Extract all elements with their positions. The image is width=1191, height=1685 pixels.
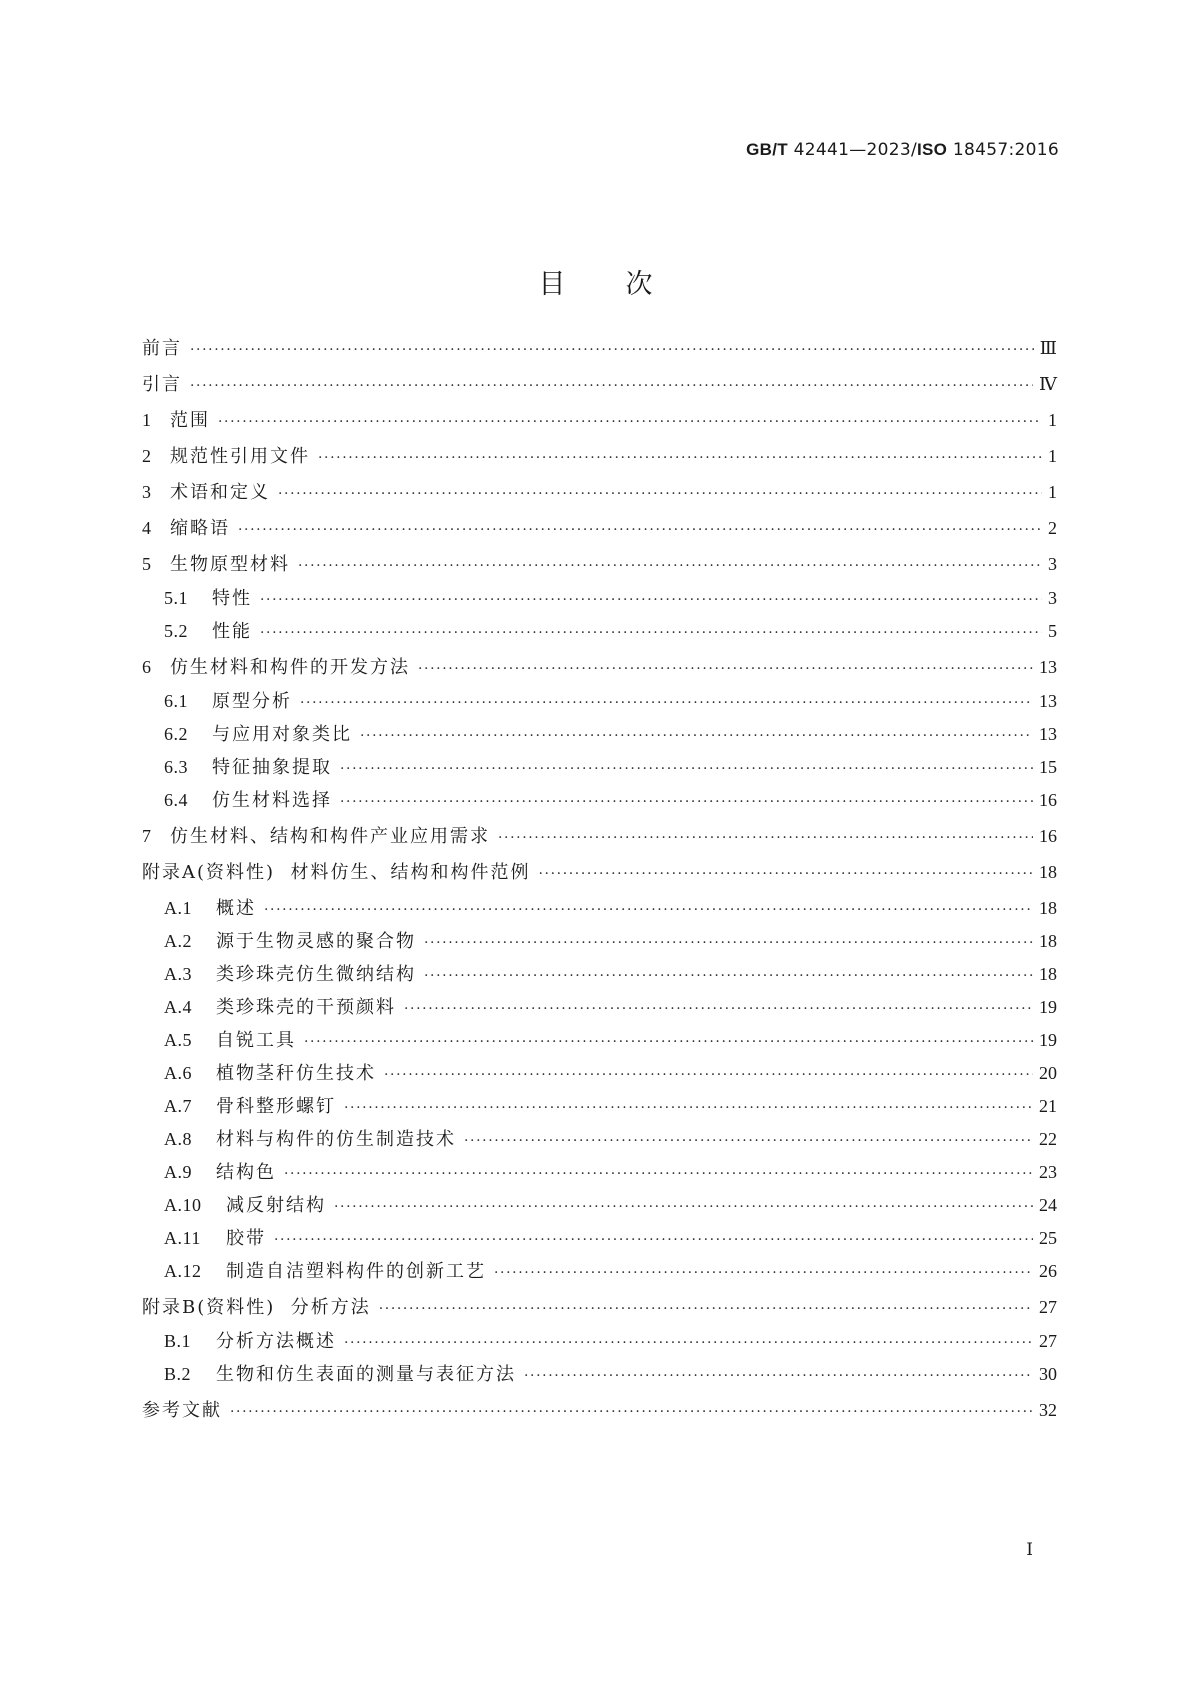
toc-leader bbox=[238, 520, 1042, 540]
toc-entry-page: 16 bbox=[1039, 826, 1057, 846]
toc-leader bbox=[424, 933, 1033, 953]
toc-entry-section-5-1[interactable] bbox=[142, 588, 1057, 610]
toc-entry-page: 27 bbox=[1039, 1297, 1057, 1317]
toc-entry-number: A.12 bbox=[164, 1261, 202, 1281]
toc-entry-page: Ⅳ bbox=[1039, 374, 1057, 394]
toc-leader bbox=[524, 1366, 1033, 1386]
toc-entry-page: 13 bbox=[1039, 657, 1057, 677]
toc-entry-bibliography[interactable] bbox=[142, 1400, 1057, 1422]
toc-entry-page: 20 bbox=[1039, 1063, 1057, 1083]
toc-entry-page: 3 bbox=[1048, 588, 1057, 608]
toc-entry-page: 18 bbox=[1039, 862, 1057, 882]
toc-entry-section-6-2[interactable] bbox=[142, 724, 1057, 746]
standard-code-iso-number: 18457:2016 bbox=[952, 140, 1059, 160]
toc-entry-page: 27 bbox=[1039, 1331, 1057, 1351]
toc-leader bbox=[190, 376, 1033, 396]
toc-entry-section-6[interactable] bbox=[142, 657, 1057, 679]
toc-entry-title: 特性 bbox=[212, 588, 252, 609]
toc-entry-number: A.1 bbox=[164, 898, 192, 918]
toc-entry-title: 附录B(资料性) 分析方法 bbox=[142, 1297, 371, 1318]
toc-entry-page: 21 bbox=[1039, 1096, 1057, 1116]
standard-code bbox=[746, 140, 1059, 160]
toc-entry-title: 与应用对象类比 bbox=[212, 724, 352, 745]
toc-leader bbox=[264, 900, 1033, 920]
toc-entry-page: 26 bbox=[1039, 1261, 1057, 1281]
toc-entry-number: 4 bbox=[142, 518, 152, 538]
toc-entry-appendix-a-3[interactable] bbox=[142, 964, 1057, 986]
toc-entry-page: 15 bbox=[1039, 757, 1057, 777]
toc-entry-section-4[interactable] bbox=[142, 518, 1057, 540]
toc-leader bbox=[344, 1333, 1033, 1353]
toc-entry-section-6-3[interactable] bbox=[142, 757, 1057, 779]
toc-entry-number: B.1 bbox=[164, 1331, 192, 1351]
page-title: 目次 bbox=[538, 269, 713, 301]
toc-entry-page: 19 bbox=[1039, 997, 1057, 1017]
toc-leader bbox=[464, 1131, 1033, 1151]
toc-leader bbox=[539, 864, 1034, 884]
toc-entry-page: 18 bbox=[1039, 931, 1057, 951]
toc-entry-title: 结构色 bbox=[216, 1162, 276, 1183]
toc-leader bbox=[190, 340, 1034, 360]
toc-entry-title: 自锐工具 bbox=[216, 1030, 296, 1051]
standard-code-prefix: GB/T bbox=[746, 140, 788, 159]
toc-entry-page: 19 bbox=[1039, 1030, 1057, 1050]
toc-entry-number: 5.2 bbox=[164, 621, 188, 641]
toc-leader bbox=[218, 412, 1042, 432]
toc-leader bbox=[498, 828, 1033, 848]
toc-entry-appendix-a[interactable] bbox=[142, 862, 1057, 884]
toc-entry-page: 1 bbox=[1048, 482, 1057, 502]
toc-entry-number: 6.4 bbox=[164, 790, 188, 810]
toc-entry-appendix-a-10[interactable] bbox=[142, 1195, 1057, 1217]
toc-entry-title: 范围 bbox=[170, 410, 210, 431]
toc-entry-title: 性能 bbox=[212, 621, 252, 642]
toc-entry-title: 生物和仿生表面的测量与表征方法 bbox=[216, 1364, 516, 1385]
toc-entry-title: 制造自洁塑料构件的创新工艺 bbox=[226, 1261, 486, 1282]
toc-leader bbox=[418, 659, 1033, 679]
toc-entry-page: 1 bbox=[1048, 446, 1057, 466]
toc-entry-section-1[interactable] bbox=[142, 410, 1057, 432]
toc-leader bbox=[260, 590, 1042, 610]
toc-leader bbox=[278, 484, 1042, 504]
toc-leader bbox=[340, 759, 1033, 779]
toc-entry-title: 仿生材料、结构和构件产业应用需求 bbox=[170, 826, 490, 847]
toc-entry-number: 3 bbox=[142, 482, 152, 502]
toc-entry-introduction[interactable] bbox=[142, 374, 1057, 396]
toc-leader bbox=[404, 999, 1033, 1019]
toc-entry-appendix-a-1[interactable] bbox=[142, 898, 1057, 920]
toc-entry-section-6-1[interactable] bbox=[142, 691, 1057, 713]
toc-entry-title: 类珍珠壳仿生微纳结构 bbox=[216, 964, 416, 985]
toc-entry-appendix-a-4[interactable] bbox=[142, 997, 1057, 1019]
toc-entry-number: A.10 bbox=[164, 1195, 202, 1215]
toc-entry-number: 6.3 bbox=[164, 757, 188, 777]
toc-leader bbox=[260, 623, 1042, 643]
toc-entry-page: 24 bbox=[1039, 1195, 1057, 1215]
toc-entry-title: 附录A(资料性) 材料仿生、结构和构件范例 bbox=[142, 862, 531, 883]
toc-leader bbox=[424, 966, 1033, 986]
toc-entry-title: 仿生材料选择 bbox=[212, 790, 332, 811]
toc-entry-page: 30 bbox=[1039, 1364, 1057, 1384]
toc-entry-foreword[interactable] bbox=[142, 338, 1057, 360]
standard-code-number: 42441—2023/ bbox=[793, 140, 918, 160]
toc-entry-title: 类珍珠壳的干预颜料 bbox=[216, 997, 396, 1018]
toc-entry-page: 13 bbox=[1039, 691, 1057, 711]
toc-entry-number: 6.2 bbox=[164, 724, 188, 744]
toc-leader bbox=[318, 448, 1042, 468]
toc-entry-title: 概述 bbox=[216, 898, 256, 919]
toc-entry-title: 原型分析 bbox=[212, 691, 292, 712]
toc-entry-title: 源于生物灵感的聚合物 bbox=[216, 931, 416, 952]
toc-entry-appendix-a-6[interactable] bbox=[142, 1063, 1057, 1085]
toc-entry-title: 引言 bbox=[142, 374, 182, 395]
toc-entry-section-7[interactable] bbox=[142, 826, 1057, 848]
toc-entry-number: A.8 bbox=[164, 1129, 192, 1149]
toc-entry-title: 生物原型材料 bbox=[170, 554, 290, 575]
toc-entry-page: 16 bbox=[1039, 790, 1057, 810]
toc-entry-section-5-2[interactable] bbox=[142, 621, 1057, 643]
toc-entry-page: 2 bbox=[1048, 518, 1057, 538]
toc-leader bbox=[344, 1098, 1033, 1118]
toc-entry-title: 前言 bbox=[142, 338, 182, 359]
toc-entry-number: 1 bbox=[142, 410, 152, 430]
toc-entry-number: A.4 bbox=[164, 997, 192, 1017]
toc-entry-section-6-4[interactable] bbox=[142, 790, 1057, 812]
toc-leader bbox=[494, 1263, 1033, 1283]
toc-entry-page: 1 bbox=[1048, 410, 1057, 430]
toc-entry-title: 参考文献 bbox=[142, 1400, 222, 1421]
toc-entry-page: 3 bbox=[1048, 554, 1057, 574]
toc-entry-appendix-a-9[interactable] bbox=[142, 1162, 1057, 1184]
toc-leader bbox=[300, 693, 1033, 713]
toc-entry-page: 18 bbox=[1039, 898, 1057, 918]
toc-entry-title: 分析方法概述 bbox=[216, 1331, 336, 1352]
toc-entry-page: 25 bbox=[1039, 1228, 1057, 1248]
toc-entry-number: 6 bbox=[142, 657, 152, 677]
toc-leader bbox=[304, 1032, 1033, 1052]
toc-entry-page: 23 bbox=[1039, 1162, 1057, 1182]
toc-entry-number: A.11 bbox=[164, 1228, 201, 1248]
toc-entry-section-5[interactable] bbox=[142, 554, 1057, 576]
toc-entry-appendix-b-2[interactable] bbox=[142, 1364, 1057, 1386]
toc-entry-number: A.5 bbox=[164, 1030, 192, 1050]
toc-entry-appendix-a-12[interactable] bbox=[142, 1261, 1057, 1283]
toc-entry-page: 5 bbox=[1048, 621, 1057, 641]
toc-entry-number: A.9 bbox=[164, 1162, 192, 1182]
toc-leader bbox=[274, 1230, 1033, 1250]
toc-leader bbox=[379, 1299, 1033, 1319]
toc-entry-number: A.2 bbox=[164, 931, 192, 951]
toc-leader bbox=[340, 792, 1033, 812]
toc-entry-title: 植物茎秆仿生技术 bbox=[216, 1063, 376, 1084]
table-of-contents bbox=[142, 338, 1057, 1422]
toc-entry-title: 胶带 bbox=[226, 1228, 266, 1249]
toc-leader bbox=[284, 1164, 1033, 1184]
toc-entry-number: A.7 bbox=[164, 1096, 192, 1116]
toc-entry-title: 减反射结构 bbox=[226, 1195, 326, 1216]
toc-entry-appendix-b-1[interactable] bbox=[142, 1331, 1057, 1353]
toc-entry-page: 18 bbox=[1039, 964, 1057, 984]
toc-entry-title: 规范性引用文件 bbox=[170, 446, 310, 467]
toc-entry-number: 5 bbox=[142, 554, 152, 574]
toc-entry-appendix-a-11[interactable] bbox=[142, 1228, 1057, 1250]
toc-entry-number: B.2 bbox=[164, 1364, 192, 1384]
toc-entry-page: 22 bbox=[1039, 1129, 1057, 1149]
toc-entry-number: 5.1 bbox=[164, 588, 188, 608]
toc-entry-appendix-a-7[interactable] bbox=[142, 1096, 1057, 1118]
toc-entry-title: 材料与构件的仿生制造技术 bbox=[216, 1129, 456, 1150]
toc-entry-appendix-a-8[interactable] bbox=[142, 1129, 1057, 1151]
toc-entry-title: 缩略语 bbox=[170, 518, 230, 539]
toc-entry-appendix-a-5[interactable] bbox=[142, 1030, 1057, 1052]
toc-entry-number: A.6 bbox=[164, 1063, 192, 1083]
toc-entry-section-2[interactable] bbox=[142, 446, 1057, 468]
toc-entry-title: 仿生材料和构件的开发方法 bbox=[170, 657, 410, 678]
toc-entry-number: A.3 bbox=[164, 964, 192, 984]
page-number: Ⅰ bbox=[1026, 1540, 1033, 1559]
toc-entry-number: 6.1 bbox=[164, 691, 188, 711]
toc-leader bbox=[384, 1065, 1033, 1085]
toc-leader bbox=[298, 556, 1042, 576]
toc-leader bbox=[334, 1197, 1033, 1217]
toc-entry-title: 特征抽象提取 bbox=[212, 757, 332, 778]
toc-entry-number: 2 bbox=[142, 446, 152, 466]
standard-code-iso: ISO bbox=[917, 140, 948, 159]
toc-entry-page: Ⅲ bbox=[1039, 338, 1057, 358]
toc-entry-page: 32 bbox=[1039, 1400, 1057, 1420]
toc-entry-title: 术语和定义 bbox=[170, 482, 270, 503]
toc-entry-appendix-b[interactable] bbox=[142, 1297, 1057, 1319]
toc-entry-page: 13 bbox=[1039, 724, 1057, 744]
toc-entry-title: 骨科整形螺钉 bbox=[216, 1096, 336, 1117]
toc-entry-number: 7 bbox=[142, 826, 152, 846]
toc-entry-appendix-a-2[interactable] bbox=[142, 931, 1057, 953]
toc-entry-section-3[interactable] bbox=[142, 482, 1057, 504]
toc-leader bbox=[230, 1402, 1033, 1422]
toc-leader bbox=[360, 726, 1033, 746]
